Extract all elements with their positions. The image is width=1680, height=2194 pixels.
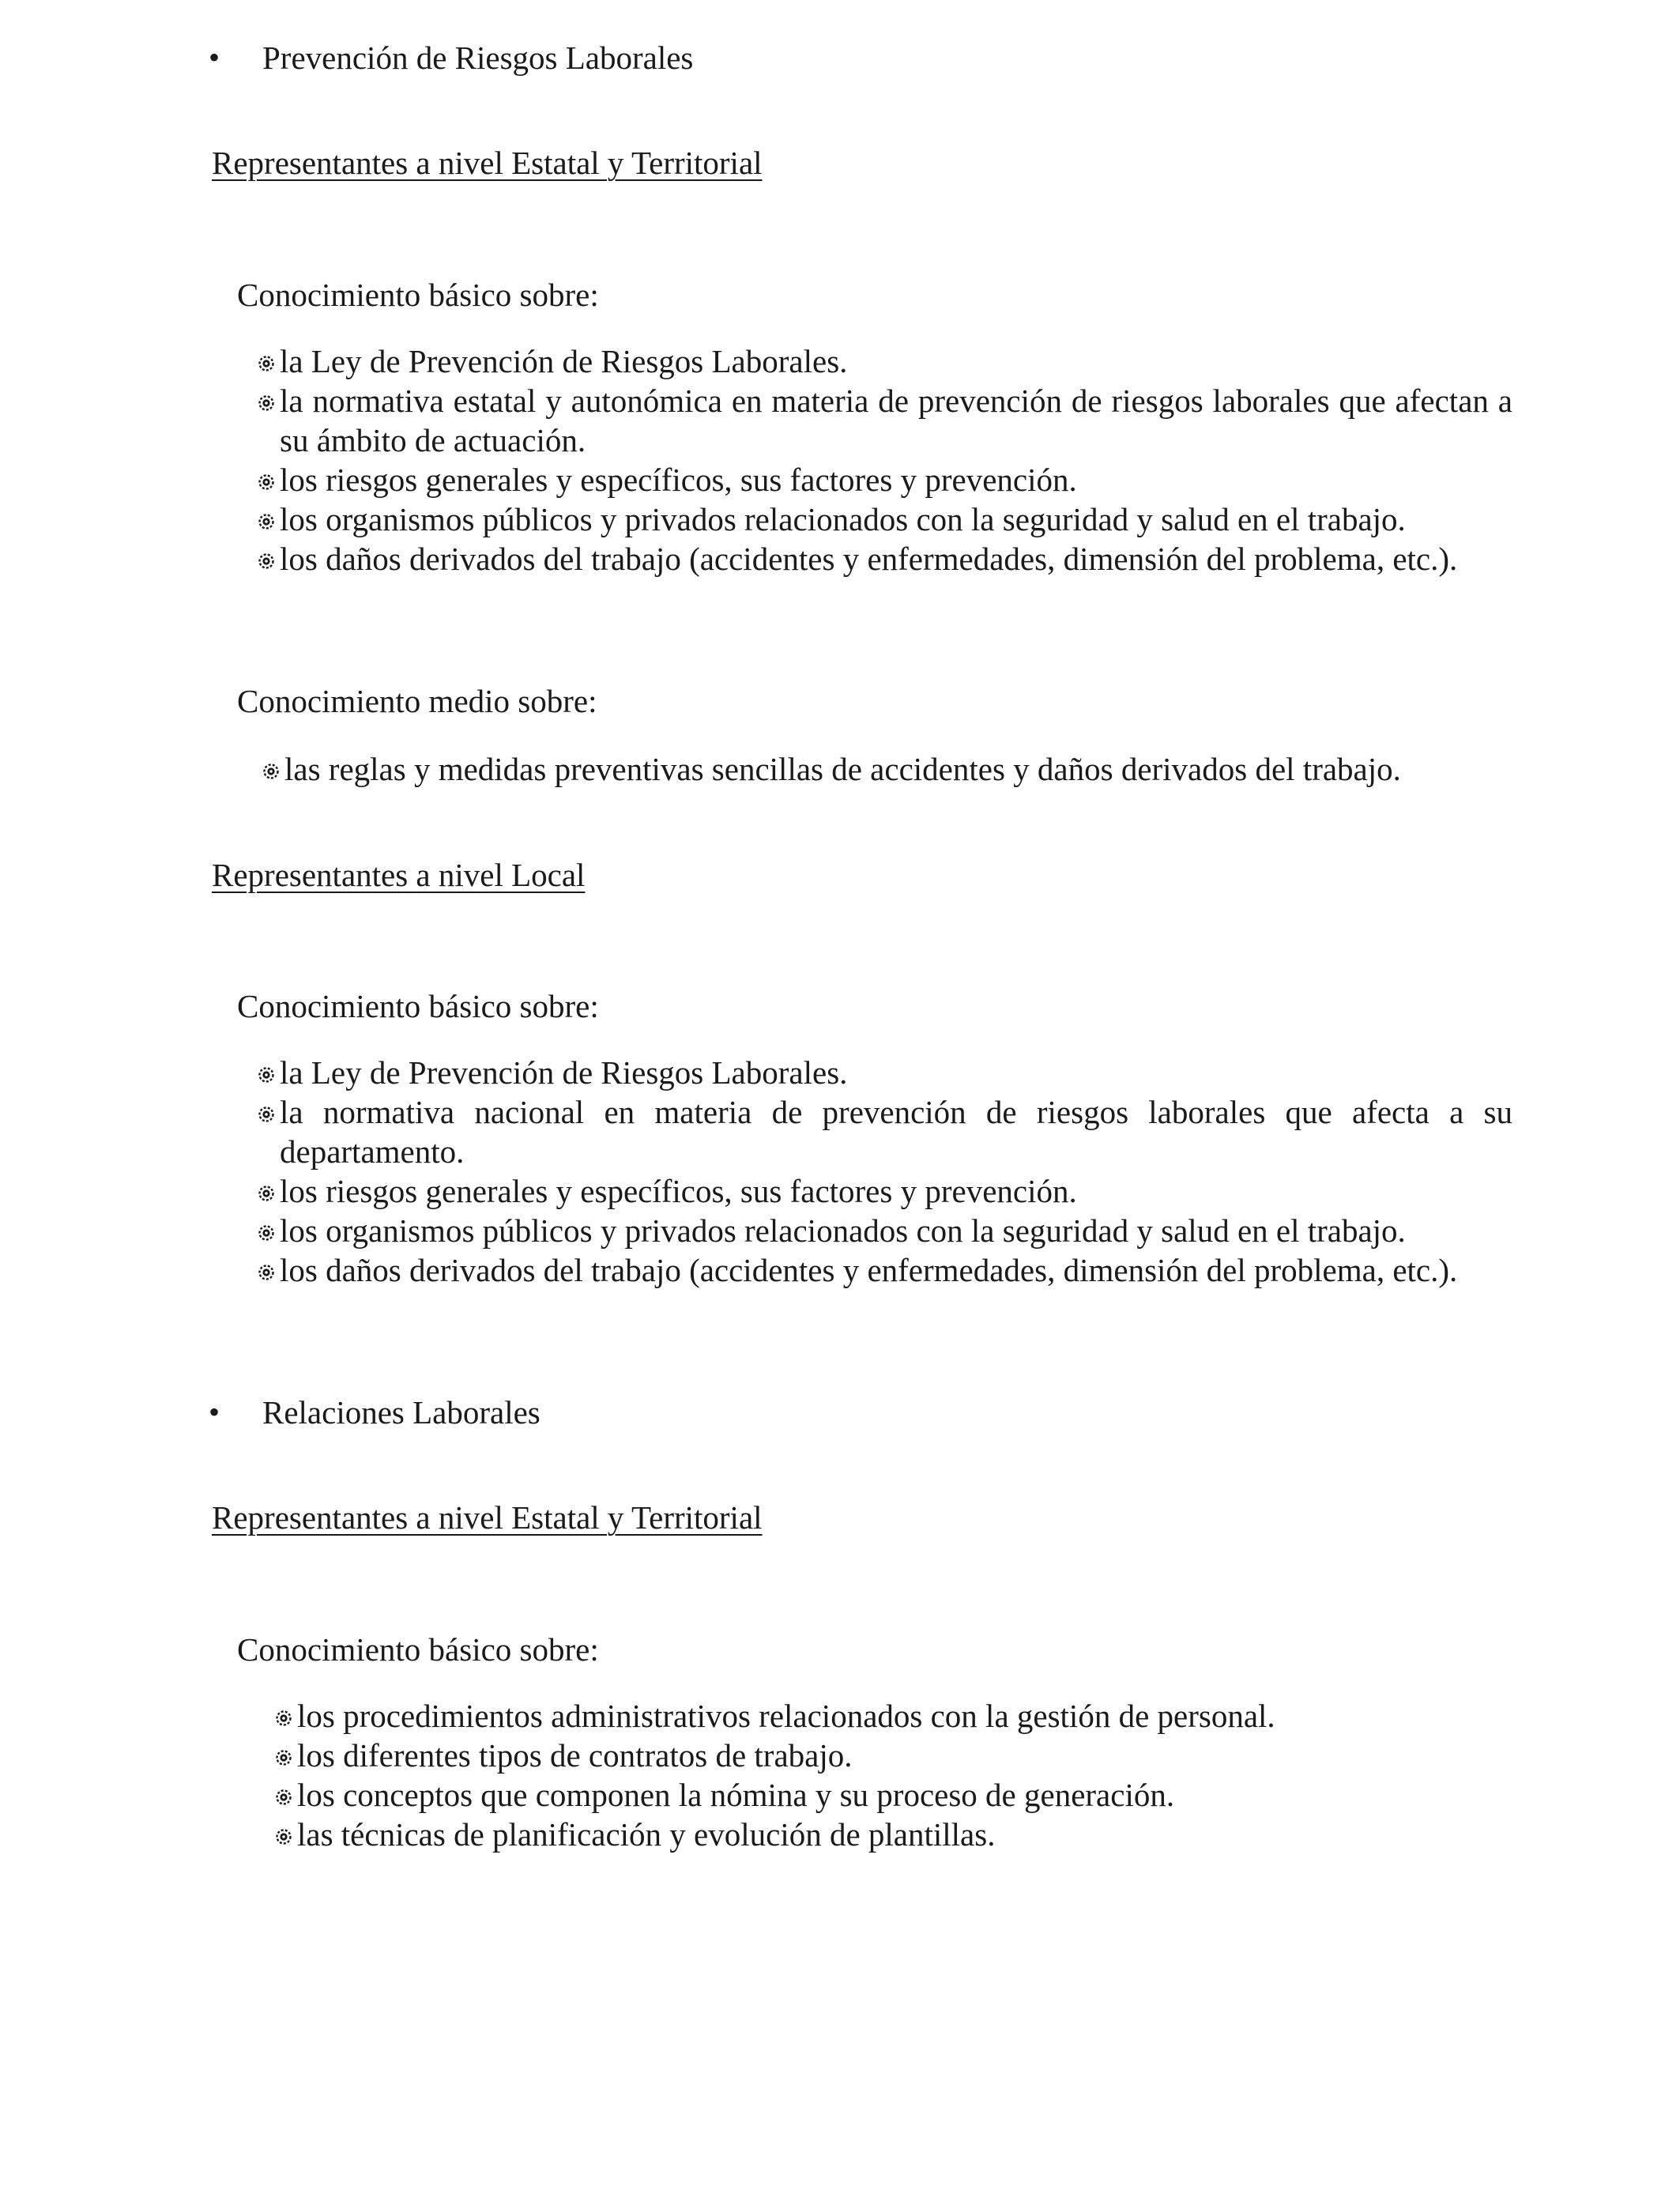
gear-bullet-icon [275, 1828, 292, 1845]
knowledge-list [280, 1696, 1530, 1854]
gear-bullet-icon [258, 1264, 275, 1281]
block-label: Conocimiento medio sobre: [237, 683, 597, 719]
list-item: la normativa nacional en materia de prevención de riesgos laborales que afecta a su departamento. [262, 1092, 1512, 1171]
gear-bullet-icon [258, 473, 275, 491]
block-label: Conocimiento básico sobre: [237, 1631, 599, 1668]
group-heading: Representantes a nivel Local [212, 857, 586, 893]
gear-bullet-icon [275, 1749, 292, 1766]
list-item: las técnicas de planificación y evolución de plantillas. [280, 1815, 1530, 1854]
list-item: los riesgos generales y específicos, sus factores y prevención. [262, 460, 1512, 499]
section-bullet-icon: • [209, 1394, 220, 1430]
gear-bullet-icon [258, 1066, 275, 1084]
list-item: los diferentes tipos de contratos de trabajo. [280, 1736, 1530, 1775]
section-bullet-icon: • [209, 40, 220, 75]
list-item: los conceptos que componen la nómina y su proceso de generación. [280, 1775, 1530, 1815]
gear-bullet-icon [258, 355, 275, 372]
knowledge-list [262, 1053, 1512, 1290]
list-item: la Ley de Prevención de Riesgos Laborales. [262, 1053, 1512, 1092]
group-heading: Representantes a nivel Estatal y Territorial [212, 1499, 763, 1536]
section-title: Prevención de Riesgos Laborales [262, 40, 694, 76]
list-item: los riesgos generales y específicos, sus factores y prevención. [262, 1171, 1512, 1211]
knowledge-list [262, 341, 1512, 579]
block-label: Conocimiento básico sobre: [237, 988, 599, 1024]
list-item: los daños derivados del trabajo (accidentes y enfermedades, dimensión del problema, etc.). [262, 539, 1512, 579]
list-item: la Ley de Prevención de Riesgos Laborales. [262, 341, 1512, 381]
gear-bullet-icon [275, 1789, 292, 1806]
gear-bullet-icon [258, 1185, 275, 1202]
group-heading: Representantes a nivel Estatal y Territorial [212, 145, 763, 181]
list-item: los daños derivados del trabajo (accidentes y enfermedades, dimensión del problema, etc.). [262, 1250, 1512, 1290]
block-label: Conocimiento básico sobre: [237, 277, 599, 313]
list-item: los organismos públicos y privados relacionados con la seguridad y salud en el trabajo. [262, 1211, 1512, 1250]
gear-bullet-icon [258, 1224, 275, 1242]
section-title: Relaciones Laborales [262, 1394, 541, 1431]
list-item: la normativa estatal y autonómica en materia de prevención de riesgos laborales que afectan a su ámbito de actuación. [262, 381, 1512, 460]
list-item: las reglas y medidas preventivas sencillas de accidentes y daños derivados del trabajo. [267, 749, 1517, 789]
gear-bullet-icon [258, 513, 275, 530]
gear-bullet-icon [275, 1710, 292, 1727]
gear-bullet-icon [258, 1106, 275, 1123]
list-item: los organismos públicos y privados relacionados con la seguridad y salud en el trabajo. [262, 499, 1512, 539]
list-item: los procedimientos administrativos relacionados con la gestión de personal. [280, 1696, 1530, 1736]
gear-bullet-icon [258, 394, 275, 412]
gear-bullet-icon [262, 763, 280, 780]
gear-bullet-icon [258, 552, 275, 570]
knowledge-list [267, 749, 1517, 789]
